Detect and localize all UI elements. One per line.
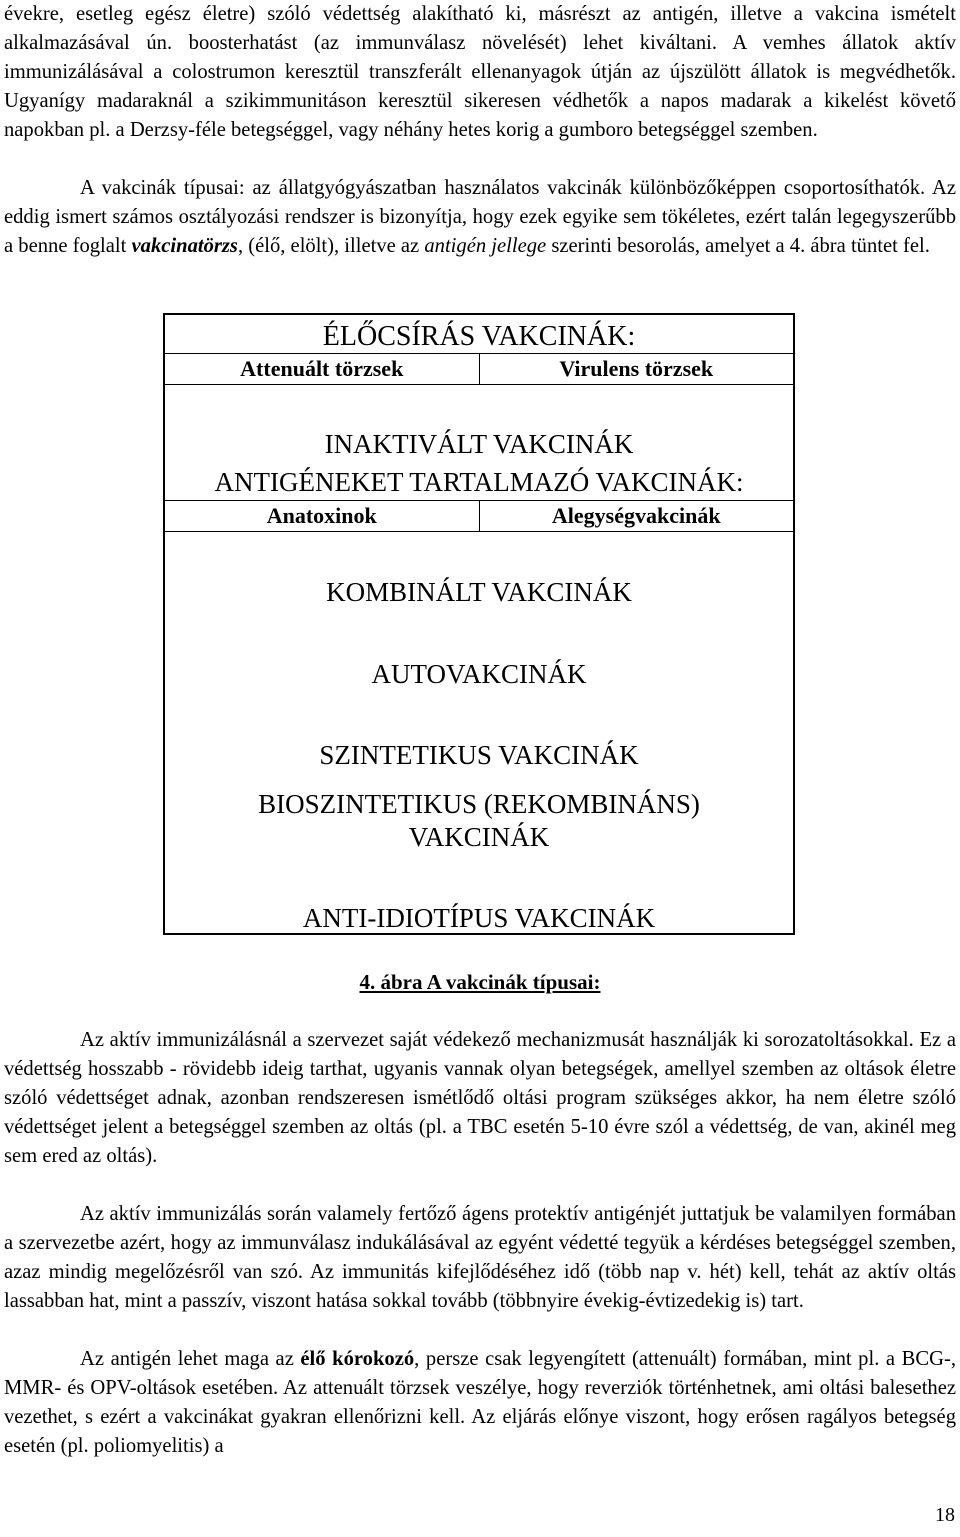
attenuated-strains-cell: Attenuált törzsek <box>240 356 404 381</box>
paragraph-live-pathogen <box>4 1345 956 1461</box>
paragraph-intro: évekre, esetleg egész életre) szóló védettség alakítható ki, másrészt az antigén, illetve a vakcina ismételt alkalmazásával ún. boosterhatást (az immunválasz növelését) lehet kiváltani. A vemhes állatok aktív immunizálásával a colostrumon keresztül transzferált ellenanyagok útján az újszülött állatok is megvédhetők. Ugyanígy madaraknál a szikimmunitáson keresztül sikeresen védhetők a napos madarak a kikelést követő napokban pl. a Derzsy-féle betegséggel, vagy néhány hetes korig a gumboro betegséggel szemben. <box>4 3 956 141</box>
autovaccines: AUTOVAKCINÁK <box>371 659 587 689</box>
emphasis-vakcinatorzs: vakcinatörzs <box>131 235 238 257</box>
page-number: 18 <box>935 1504 955 1526</box>
text-run: A vakcinák típusai: az állatgyógyászatban használatos vakcinák különbözőképpen csoportosíthatók. Az eddig ismert számos osztályozási rendszer is bizonyítja, hogy ezek egyike sem tökéletes, ezért talán legegyszerűbb a benne foglalt <box>4 177 956 257</box>
antigen-vaccines-title: ANTIGÉNEKET TARTALMAZÓ VAKCINÁK: <box>214 467 744 497</box>
subunit-vaccines-cell: Alegységvakcinák <box>479 501 794 531</box>
emphasis-elo-korokozo: élő kórokozó <box>300 1348 415 1370</box>
anatoxins-cell: Anatoxinok <box>266 503 377 528</box>
biosynthetic-vaccines-line2: VAKCINÁK <box>408 822 550 852</box>
paragraph-vaccine-types <box>4 174 956 261</box>
live-vaccines-row <box>165 353 793 385</box>
inactivated-vaccines: INAKTIVÁLT VAKCINÁK <box>324 429 634 459</box>
paragraph-antigen-delivery: Az aktív immunizálás során valamely fertőző ágens protektív antigénjét juttatjuk be valamilyen formában a szervezetbe azért, hogy az immunválasz indukálásával az egyént védetté tegyük a kérdéses betegséggel szemben, azaz mindig megelőzésről van szó. Az immunitás kifejlődéséhez idő (több nap v. hét) kell, tehát az aktív oltás lassabban hat, mint a passzív, viszont hatása sokkal tovább (többnyire évekig-évtizedekig is) tart. <box>4 1203 956 1312</box>
text-run: szerinti besorolás, amelyet a 4. ábra tüntet fel. <box>546 235 930 257</box>
text-run: , persze csak legyengített (attenuált) formában, mint pl. a BCG-, MMR- és OPV-oltások esetében. Az attenuált törzsek veszélye, hogy reverziók történhetnek, ami oltási balesethez vezethet, s ezért a vakcinákat gyakran ellenőrizni kell. Az eljárás előnye viszont, hogy erősen ragályos betegség esetén (pl. poliomyelitis) a <box>4 1348 956 1457</box>
figure-caption: 4. ábra A vakcinák típusai: <box>359 970 601 994</box>
text-run: , (élő, elölt), illetve az <box>237 235 425 257</box>
synthetic-vaccines: SZINTETIKUS VAKCINÁK <box>319 740 639 770</box>
combined-vaccines: KOMBINÁLT VAKCINÁK <box>326 577 632 607</box>
biosynthetic-vaccines-line1: BIOSZINTETIKUS (REKOMBINÁNS) <box>258 789 700 819</box>
vaccine-types-figure <box>163 313 795 935</box>
anti-idiotype-vaccines: ANTI-IDIOTÍPUS VAKCINÁK <box>302 903 656 933</box>
emphasis-antigen-jellege: antigén jellege <box>424 235 547 257</box>
text-run: Az antigén lehet maga az <box>80 1348 301 1370</box>
live-vaccines-title: ÉLŐCSÍRÁS VAKCINÁK: <box>322 321 636 352</box>
antigen-vaccines-row <box>165 500 793 532</box>
paragraph-active-immunization: Az aktív immunizálásnál a szervezet saját védekező mechanizmusát használják ki sorozatoltásokkal. Ez a védettség hosszabb - rövidebb ideig tarthat, ugyanis vannak olyan betegségek, amellyel szemben az oltások életre szóló védettséget adnak, azonban rendszeresen ismétlődő oltási program szükséges akkor, ha nem életre szóló védettséget jelent a betegséggel szemben az oltás (pl. a TBC esetén 5-10 évre szól a védettség, de van, akinél meg sem ered az oltás). <box>4 1029 956 1167</box>
virulent-strains-cell: Virulens törzsek <box>479 354 794 384</box>
